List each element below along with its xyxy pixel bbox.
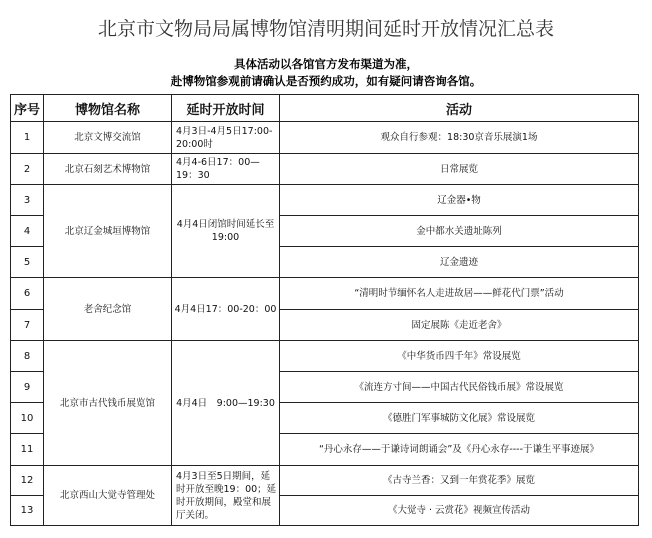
- header-museum-name: 博物馆名称: [44, 95, 172, 122]
- row-index: 1: [11, 122, 44, 154]
- museum-name-cell: 北京文博交流馆: [44, 122, 172, 154]
- activity-cell: “清明时节缅怀名人走进故居——鲜花代门票”活动: [280, 278, 639, 310]
- activity-cell: 固定展陈《走近老舍》: [280, 310, 639, 341]
- table-row: [11, 466, 639, 496]
- header-index: 序号: [11, 95, 44, 122]
- table-row: [11, 185, 639, 216]
- header-activity: 活动: [280, 95, 639, 122]
- activity-cell: 辽金遗迹: [280, 247, 639, 278]
- activity-cell: 《流连方寸间——中国古代民俗钱币展》常设展览: [280, 372, 639, 403]
- page-title: 北京市文物局局属博物馆清明期间延时开放情况汇总表: [97, 18, 554, 40]
- activity-cell: 金中都水关遗址陈列: [280, 216, 639, 247]
- activity-cell: 《大觉寺 · 云赏花》视频宣传活动: [280, 496, 639, 526]
- row-index: 13: [11, 496, 44, 526]
- museum-name-cell: 北京西山大觉寺管理处: [44, 466, 172, 526]
- extended-hours-cell: 4月4-6日17：00—19：30: [172, 154, 280, 185]
- note-line-2: 赴博物馆参观前请确认是否预约成功，如有疑问请咨询各馆。: [170, 74, 482, 88]
- row-index: 4: [11, 216, 44, 247]
- activity-cell: “丹心永存——于谦诗词朗诵会”及《丹心永存----于谦生平事迹展》: [280, 434, 639, 466]
- table-header-row: [11, 95, 639, 122]
- activity-cell: 辽金器•物: [280, 185, 639, 216]
- row-index: 12: [11, 466, 44, 496]
- activity-cell: 《古寺兰香：又到一年赏花季》展览: [280, 466, 639, 496]
- museum-name-cell: 北京辽金城垣博物馆: [44, 185, 172, 278]
- row-index: 7: [11, 310, 44, 341]
- museum-hours-table: [10, 94, 639, 526]
- row-index: 10: [11, 403, 44, 434]
- note-line-1: 具体活动以各馆官方发布渠道为准，: [234, 57, 418, 71]
- activity-cell: 日常展览: [280, 154, 639, 185]
- activity-cell: 《中华货币四千年》常设展览: [280, 341, 639, 372]
- extended-hours-cell: 4月4日闭馆时间延长至19:00: [172, 185, 280, 278]
- header-extended-hours: 延时开放时间: [172, 95, 280, 122]
- row-index: 5: [11, 247, 44, 278]
- row-index: 11: [11, 434, 44, 466]
- extended-hours-cell: 4月3日-4月5日17:00-20:00时: [172, 122, 280, 154]
- row-index: 6: [11, 278, 44, 310]
- activity-cell: 观众自行参观：18:30京音乐展演1场: [280, 122, 639, 154]
- extended-hours-cell: 4月4日 9:00—19:30: [172, 341, 280, 466]
- museum-name-cell: 北京石刻艺术博物馆: [44, 154, 172, 185]
- row-index: 2: [11, 154, 44, 185]
- museum-name-cell: 老舍纪念馆: [44, 278, 172, 341]
- table-row: [11, 154, 639, 185]
- row-index: 8: [11, 341, 44, 372]
- activity-cell: 《德胜门军事城防文化展》常设展览: [280, 403, 639, 434]
- table-row: [11, 122, 639, 154]
- table-row: [11, 341, 639, 372]
- row-index: 9: [11, 372, 44, 403]
- row-index: 3: [11, 185, 44, 216]
- extended-hours-cell: 4月3日至5日期间，延时开放至晚19：00；延时开放期间，殿堂和展厅关闭。: [172, 466, 280, 526]
- extended-hours-cell: 4月4日17：00-20：00: [172, 278, 280, 341]
- museum-name-cell: 北京市古代钱币展览馆: [44, 341, 172, 466]
- table-row: [11, 278, 639, 310]
